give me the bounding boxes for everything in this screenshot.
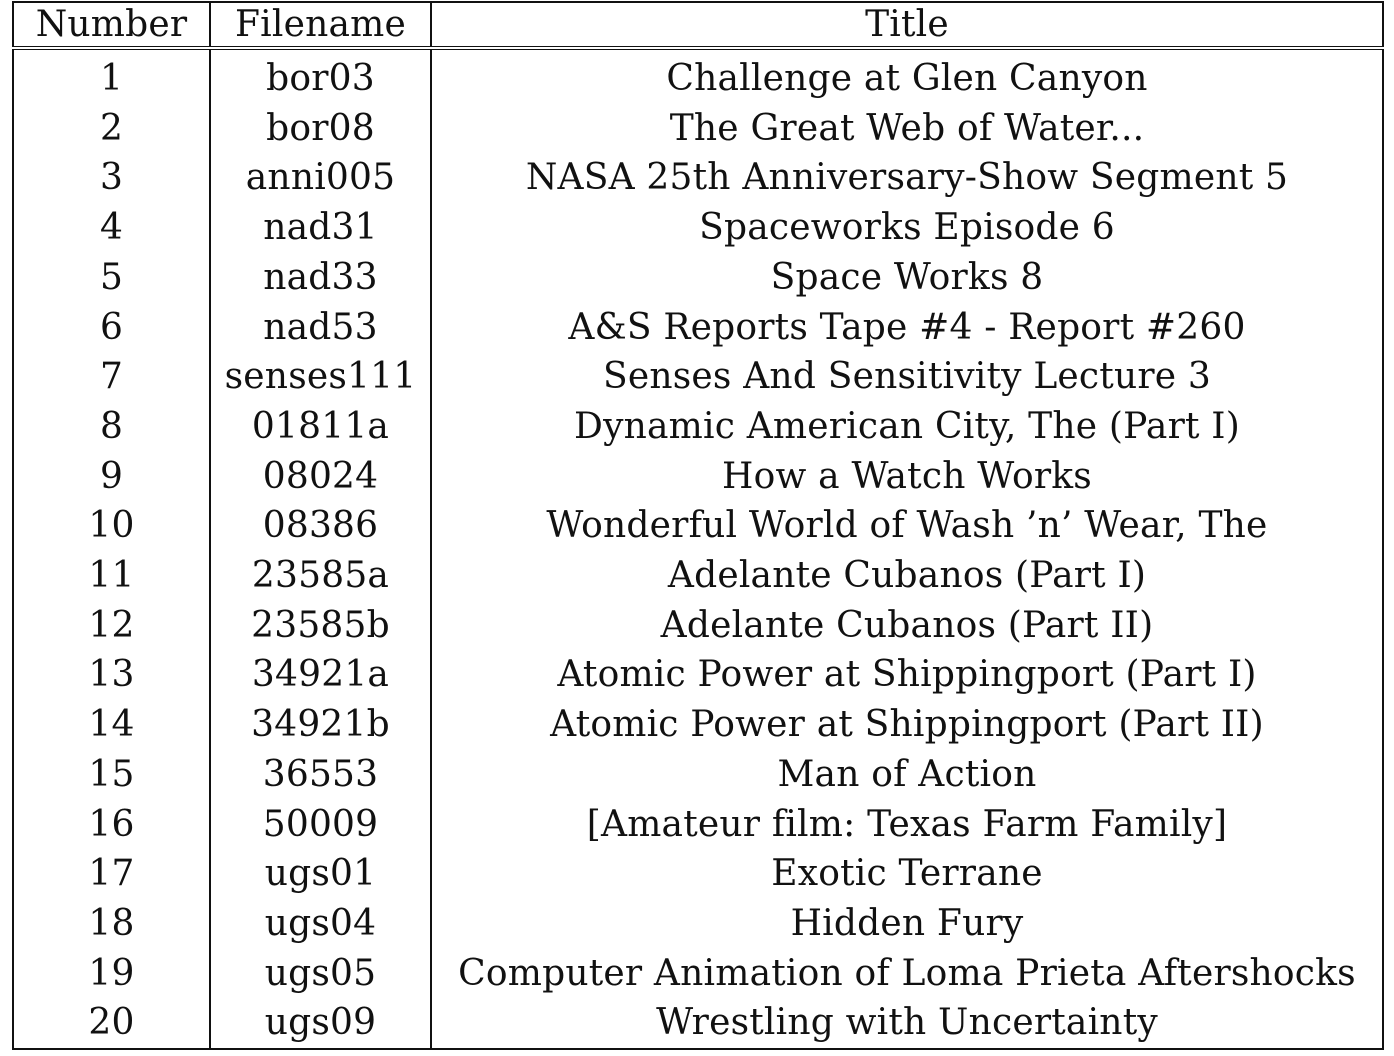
- cell-title: NASA 25th Anniversary-Show Segment 5: [431, 153, 1383, 203]
- cell-title: Adelante Cubanos (Part II): [431, 601, 1383, 651]
- cell-title: Spaceworks Episode 6: [431, 203, 1383, 253]
- table-row: [13, 998, 1383, 1049]
- cell-filename: 23585b: [210, 601, 431, 651]
- cell-number: 3: [99, 157, 124, 199]
- table-header: [13, 2, 1383, 48]
- cell-number: 10: [88, 505, 135, 547]
- table-row: [13, 402, 1383, 452]
- cell-filename: 08024: [210, 452, 431, 502]
- cell-number: 12: [88, 604, 135, 646]
- cell-number: 15: [88, 753, 135, 795]
- table-row: [13, 601, 1383, 651]
- table-row: [13, 303, 1383, 353]
- cell-filename: nad31: [210, 203, 431, 253]
- cell-number: 18: [88, 902, 135, 944]
- cell-filename: ugs05: [210, 949, 431, 999]
- cell-filename: 34921b: [210, 700, 431, 750]
- cell-number: 6: [99, 306, 124, 348]
- cell-number: 4: [99, 207, 124, 249]
- table-row: [13, 899, 1383, 949]
- cell-number: 11: [88, 555, 135, 597]
- table-row: [13, 750, 1383, 800]
- table-row: [13, 153, 1383, 203]
- cell-title: [Amateur film: Texas Farm Family]: [431, 800, 1383, 850]
- cell-number: 9: [99, 455, 124, 497]
- cell-number: 19: [88, 952, 135, 994]
- cell-number: 7: [99, 356, 124, 398]
- table-row: [13, 849, 1383, 899]
- header-filename: Filename: [210, 2, 431, 48]
- cell-number: 17: [88, 853, 135, 895]
- cell-filename: nad33: [210, 253, 431, 303]
- header-number: Number: [13, 2, 210, 48]
- cell-title: Atomic Power at Shippingport (Part II): [431, 700, 1383, 750]
- cell-title: Wonderful World of Wash ’n’ Wear, The: [431, 501, 1383, 551]
- cell-filename: 23585a: [210, 551, 431, 601]
- cell-filename: ugs01: [210, 849, 431, 899]
- table-row: [13, 800, 1383, 850]
- cell-number: 20: [88, 1002, 135, 1044]
- header-title: Title: [431, 2, 1383, 48]
- cell-number: 13: [88, 654, 135, 696]
- video-list-table: [12, 1, 1384, 1050]
- table-row: [13, 104, 1383, 154]
- cell-title: How a Watch Works: [431, 452, 1383, 502]
- table-row: [13, 452, 1383, 502]
- table-row: [13, 203, 1383, 253]
- table-row: [13, 253, 1383, 303]
- cell-filename: ugs04: [210, 899, 431, 949]
- cell-filename: bor03: [210, 48, 431, 104]
- cell-title: Dynamic American City, The (Part I): [431, 402, 1383, 452]
- cell-title: Adelante Cubanos (Part I): [431, 551, 1383, 601]
- cell-title: Exotic Terrane: [431, 849, 1383, 899]
- cell-number: 8: [99, 405, 124, 447]
- cell-title: Senses And Sensitivity Lecture 3: [431, 352, 1383, 402]
- header-row: [13, 2, 1383, 48]
- cell-title: Challenge at Glen Canyon: [431, 48, 1383, 104]
- cell-title: Wrestling with Uncertainty: [431, 998, 1383, 1049]
- cell-number: 2: [99, 107, 124, 149]
- cell-number: 1: [99, 58, 124, 99]
- table-row: [13, 501, 1383, 551]
- cell-filename: 50009: [210, 800, 431, 850]
- cell-title: The Great Web of Water...: [431, 104, 1383, 154]
- cell-filename: 01811a: [210, 402, 431, 452]
- table-row: [13, 949, 1383, 999]
- cell-filename: 36553: [210, 750, 431, 800]
- table-row: [13, 551, 1383, 601]
- cell-filename: nad53: [210, 303, 431, 353]
- cell-filename: ugs09: [210, 998, 431, 1049]
- table-row: [13, 352, 1383, 402]
- cell-title: A&S Reports Tape #4 - Report #260: [431, 303, 1383, 353]
- cell-number: 5: [99, 256, 124, 298]
- cell-title: Atomic Power at Shippingport (Part I): [431, 650, 1383, 700]
- cell-number: 16: [88, 803, 135, 845]
- cell-number: 14: [88, 704, 135, 746]
- table-row: [13, 48, 1383, 104]
- cell-title: Man of Action: [431, 750, 1383, 800]
- table-body: [13, 48, 1383, 1049]
- cell-title: Hidden Fury: [431, 899, 1383, 949]
- cell-filename: anni005: [210, 153, 431, 203]
- cell-filename: bor08: [210, 104, 431, 154]
- cell-filename: senses111: [210, 352, 431, 402]
- cell-title: Space Works 8: [431, 253, 1383, 303]
- table-row: [13, 700, 1383, 750]
- cell-filename: 34921a: [210, 650, 431, 700]
- table-row: [13, 650, 1383, 700]
- cell-filename: 08386: [210, 501, 431, 551]
- cell-title: Computer Animation of Loma Prieta Aftershocks: [431, 949, 1383, 999]
